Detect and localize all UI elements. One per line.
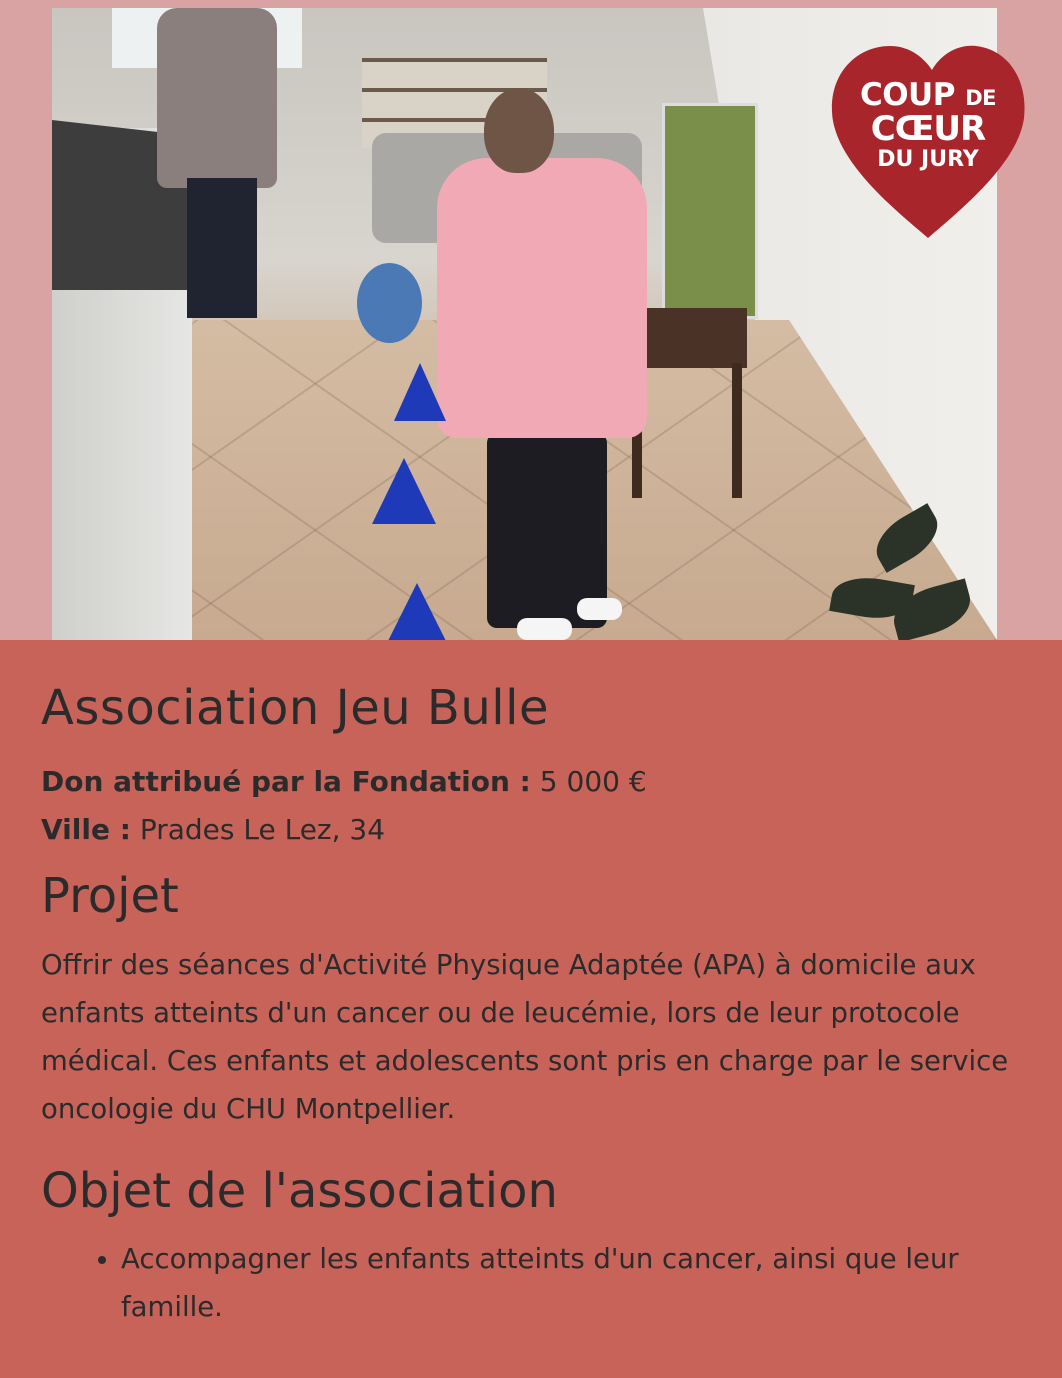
child-figure	[422, 88, 652, 640]
cone	[387, 583, 447, 640]
association-name: Association Jeu Bulle	[41, 680, 549, 736]
projet-description: Offrir des séances d'Activité Physique Adaptée (APA) à domicile aux enfants atteints d'un cancer ou de leucémie, lors de leur protocole médical. Ces enfants et adolescents sont pris en charge par le service oncologie du CHU Montpellier.	[41, 949, 1009, 1126]
plant	[832, 508, 972, 640]
list-item: • Accompagner les enfants atteints d'un cancer, ainsi que leur famille.	[121, 1235, 1032, 1331]
ball	[357, 263, 422, 343]
ville-label: Ville :	[41, 812, 131, 846]
ville-value: Prades Le Lez, 34	[139, 812, 386, 846]
ville-row	[41, 806, 1032, 854]
association-details	[0, 640, 1062, 1331]
association-meta	[41, 758, 1032, 854]
coup-de-coeur-badge	[828, 42, 1028, 242]
don-label: Don attribué par la Fondation :	[41, 764, 531, 798]
projet-heading: Projet	[41, 867, 179, 924]
badge-text-coeur: CŒUR	[870, 109, 986, 149]
cone	[372, 458, 436, 524]
objet-heading: Objet de l'association	[41, 1163, 558, 1220]
hero-image-frame	[0, 0, 1062, 640]
don-row	[41, 758, 1032, 806]
don-value: 5 000 €	[539, 764, 647, 798]
badge-text-de: DE	[965, 86, 997, 110]
badge-text-coup: COUP	[859, 77, 955, 113]
badge-text-du-jury: DU JURY	[877, 147, 979, 172]
cone	[394, 363, 446, 421]
objet-list	[41, 1235, 1032, 1331]
